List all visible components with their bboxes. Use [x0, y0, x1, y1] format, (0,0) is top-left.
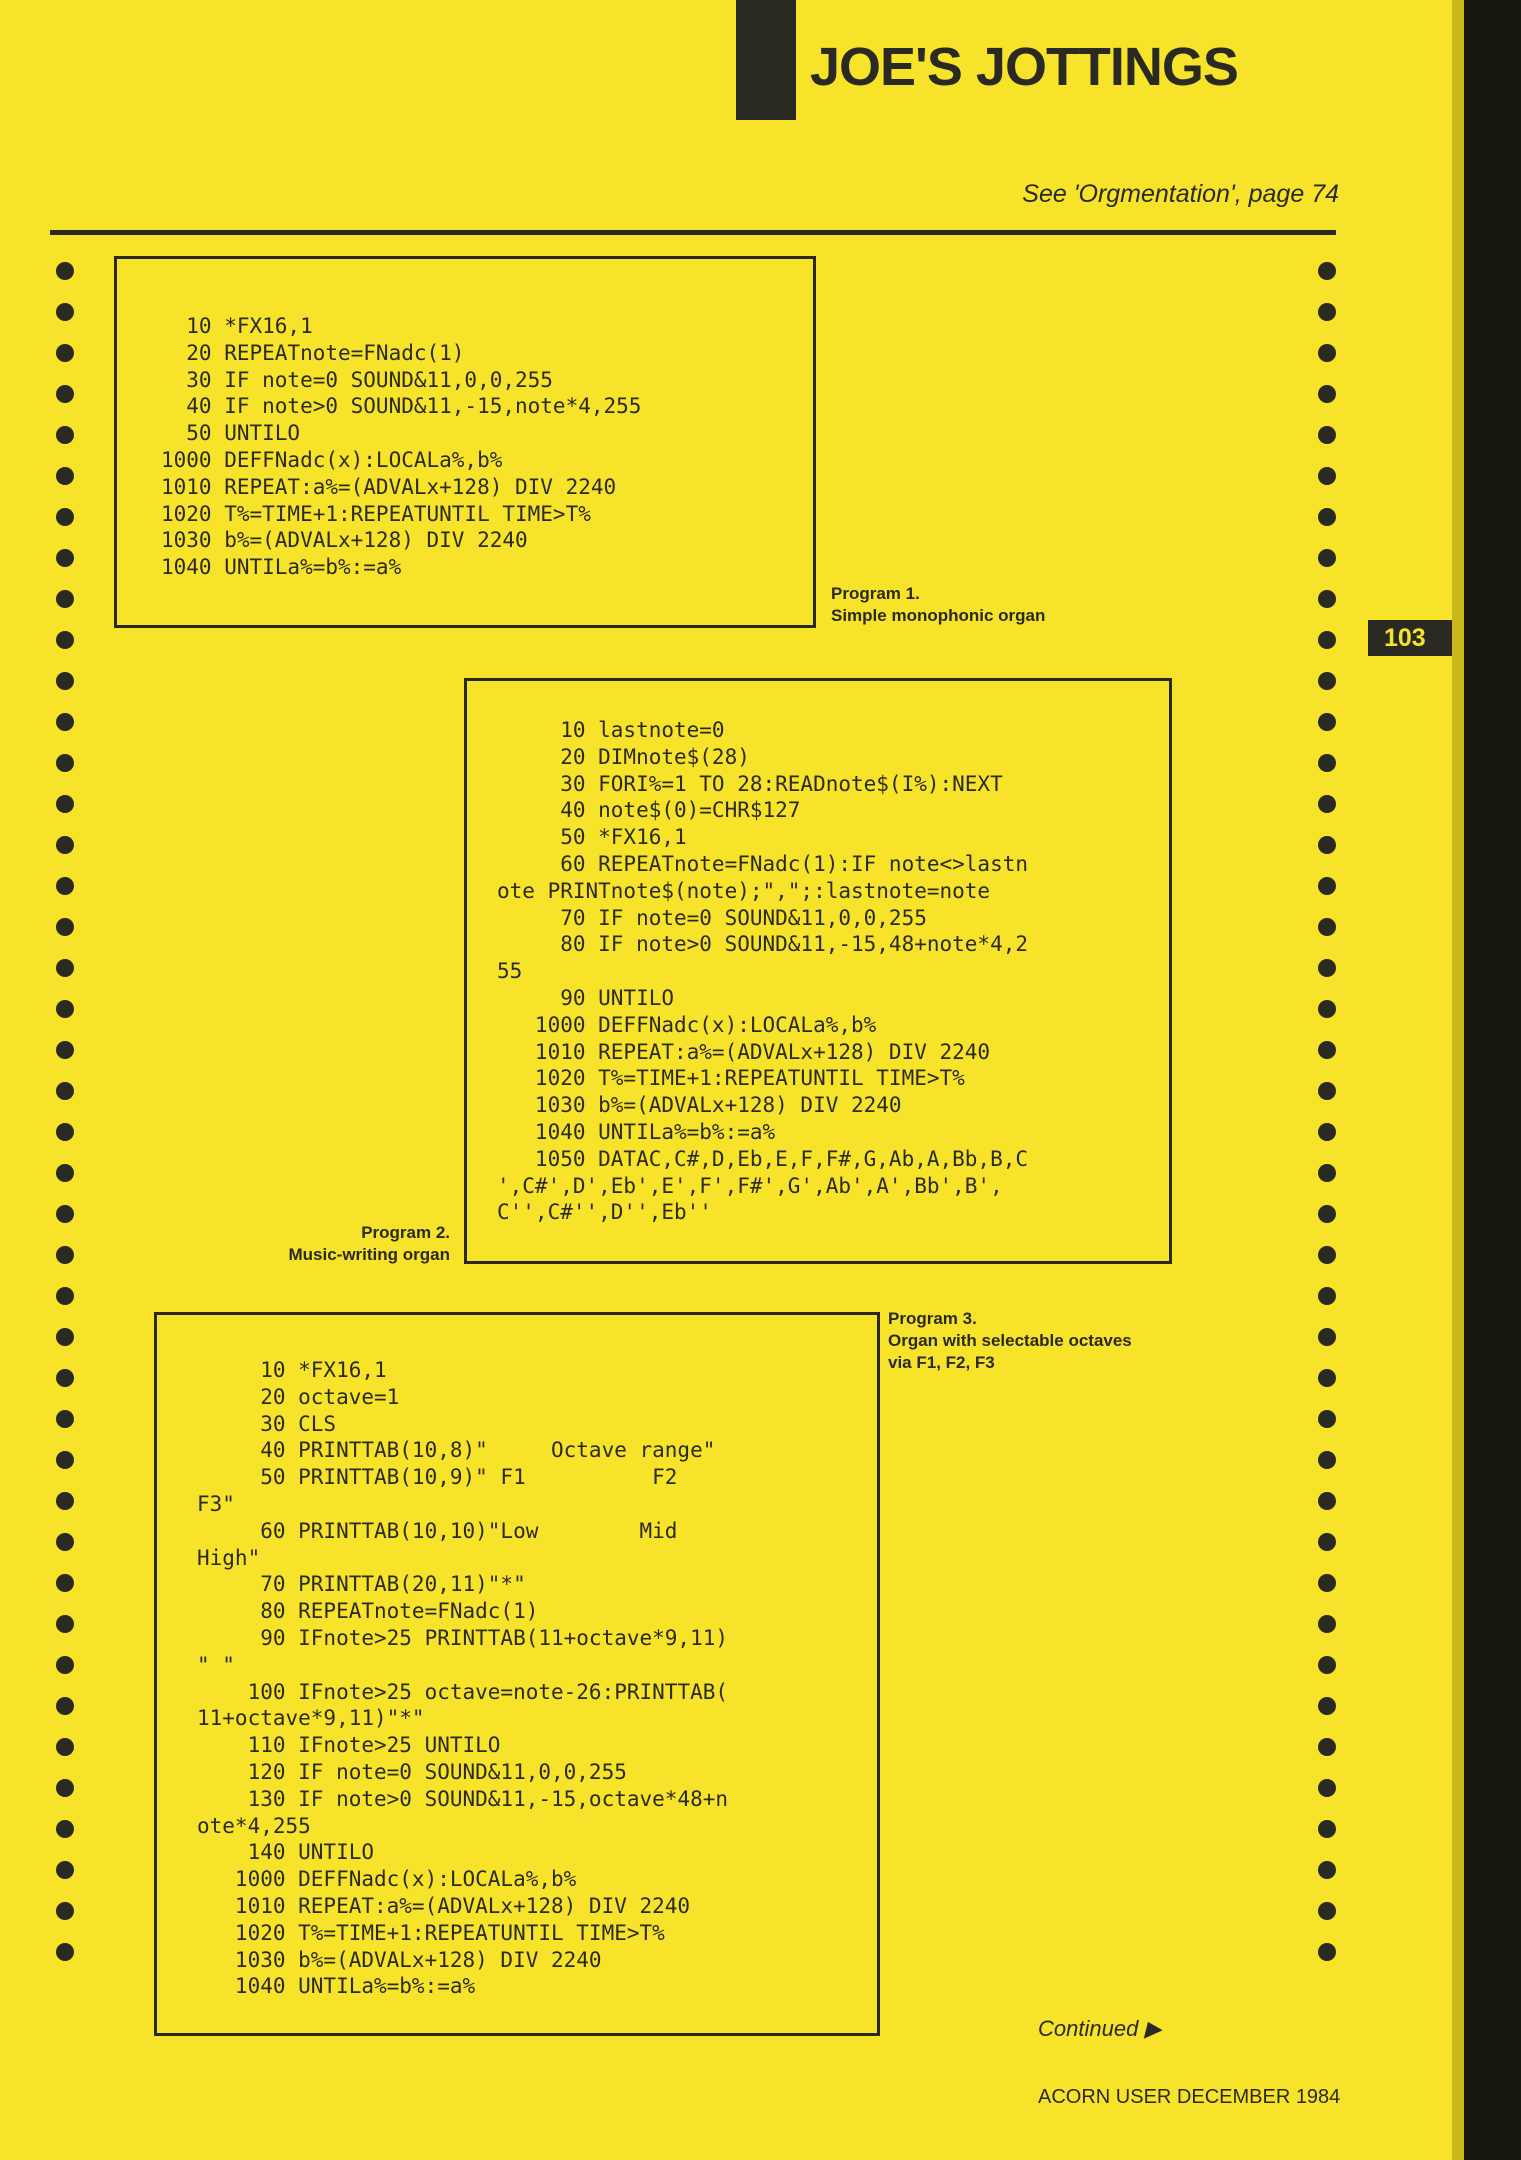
right-sprocket-holes	[1318, 262, 1336, 1984]
sprocket-hole	[56, 713, 74, 731]
sprocket-hole	[56, 672, 74, 690]
sprocket-hole	[56, 426, 74, 444]
code-line: 50 *FX16,1	[497, 825, 687, 850]
program-3-caption-text-2: via F1, F2, F3	[888, 1353, 995, 1372]
sprocket-hole	[56, 1738, 74, 1756]
sprocket-hole	[56, 1164, 74, 1182]
sprocket-hole	[1318, 1902, 1336, 1920]
code-line: ote*4,255	[197, 1813, 311, 1838]
sprocket-hole	[1318, 385, 1336, 403]
code-line: 80 REPEATnote=FNadc(1)	[197, 1599, 539, 1624]
code-line: 30 CLS	[197, 1411, 337, 1436]
code-line: 1020 T%=TIME+1:REPEATUNTIL TIME>T%	[497, 1066, 965, 1091]
program-3-caption-title: Program 3.	[888, 1309, 977, 1328]
code-line: 70 IF note=0 SOUND&11,0,0,255	[497, 905, 927, 930]
sprocket-hole	[1318, 631, 1336, 649]
code-line: 110 IFnote>25 UNTILO	[197, 1733, 501, 1758]
sprocket-hole	[56, 344, 74, 362]
sprocket-hole	[56, 1820, 74, 1838]
code-line: 1040 UNTILa%=b%:=a%	[161, 555, 402, 580]
sprocket-hole	[56, 1861, 74, 1879]
sprocket-hole	[1318, 1246, 1336, 1264]
sprocket-hole	[56, 877, 74, 895]
code-line: 10 lastnote=0	[497, 718, 725, 742]
sprocket-hole	[1318, 959, 1336, 977]
sprocket-hole	[56, 1615, 74, 1633]
code-line: 1030 b%=(ADVALx+128) DIV 2240	[197, 1947, 602, 1972]
code-line: 30 FORI%=1 TO 28:READnote$(I%):NEXT	[497, 771, 1003, 796]
code-line: 40 PRINTTAB(10,8)" Octave range"	[197, 1438, 716, 1463]
sprocket-hole	[1318, 590, 1336, 608]
sprocket-hole	[1318, 1615, 1336, 1633]
sprocket-hole	[1318, 1410, 1336, 1428]
code-line: ',C#',D',Eb',E',F',F#',G',Ab',A',Bb',B',	[497, 1173, 1003, 1198]
code-line: 20 octave=1	[197, 1384, 400, 1409]
code-line: 1040 UNTILa%=b%:=a%	[197, 1974, 476, 1999]
sprocket-hole	[56, 549, 74, 567]
sprocket-hole	[1318, 672, 1336, 690]
sprocket-hole	[56, 1656, 74, 1674]
code-line: 40 IF note>0 SOUND&11,-15,note*4,255	[161, 394, 642, 419]
sprocket-hole	[56, 1041, 74, 1059]
code-line: High"	[197, 1545, 261, 1570]
page-title: JOE'S JOTTINGS	[810, 37, 1238, 97]
code-line: 10 *FX16,1	[161, 314, 313, 338]
sprocket-hole	[56, 1943, 74, 1961]
sprocket-hole	[1318, 1205, 1336, 1223]
code-line: 50 UNTILO	[161, 421, 301, 446]
code-line: 30 IF note=0 SOUND&11,0,0,255	[161, 367, 553, 392]
code-line: 40 note$(0)=CHR$127	[497, 798, 801, 823]
sprocket-hole	[56, 303, 74, 321]
sprocket-hole	[56, 1205, 74, 1223]
sprocket-hole	[56, 631, 74, 649]
sprocket-hole	[1318, 1328, 1336, 1346]
sprocket-hole	[56, 795, 74, 813]
code-line: 1040 UNTILa%=b%:=a%	[497, 1119, 776, 1144]
sprocket-hole	[1318, 1533, 1336, 1551]
sprocket-hole	[1318, 549, 1336, 567]
program-2-code	[497, 717, 1028, 1226]
sprocket-hole	[1318, 508, 1336, 526]
sprocket-hole	[56, 1451, 74, 1469]
code-line: ote PRINTnote$(note);",";:lastnote=note	[497, 878, 991, 903]
sprocket-hole	[56, 590, 74, 608]
code-line: 60 REPEATnote=FNadc(1):IF note<>lastn	[497, 851, 1029, 876]
code-line: F3"	[197, 1491, 235, 1516]
code-line: 90 UNTILO	[497, 985, 675, 1010]
code-line: 11+octave*9,11)"*"	[197, 1706, 425, 1731]
code-line: 20 DIMnote$(28)	[497, 744, 750, 769]
program-1-caption-text: Simple monophonic organ	[831, 606, 1046, 625]
sprocket-hole	[1318, 1041, 1336, 1059]
code-line: 1050 DATAC,C#,D,Eb,E,F,F#,G,Ab,A,Bb,B,C	[497, 1146, 1029, 1171]
sprocket-hole	[56, 1082, 74, 1100]
sprocket-hole	[1318, 1000, 1336, 1018]
sprocket-hole	[1318, 877, 1336, 895]
sprocket-hole	[56, 467, 74, 485]
header-rule	[50, 230, 1336, 235]
code-line: 1030 b%=(ADVALx+128) DIV 2240	[497, 1093, 902, 1118]
sprocket-hole	[1318, 1369, 1336, 1387]
code-line: 140 UNTILO	[197, 1840, 375, 1865]
sprocket-hole	[56, 754, 74, 772]
program-2-caption-text: Music-writing organ	[288, 1245, 450, 1264]
sprocket-hole	[56, 836, 74, 854]
sprocket-hole	[1318, 1082, 1336, 1100]
code-line: 100 IFnote>25 octave=note-26:PRINTTAB(	[197, 1679, 729, 1704]
code-line: 1010 REPEAT:a%=(ADVALx+128) DIV 2240	[197, 1893, 691, 1918]
sprocket-hole	[1318, 262, 1336, 280]
code-line: 1000 DEFFNadc(x):LOCALa%,b%	[161, 447, 503, 472]
page-number-tab: 103	[1368, 620, 1452, 656]
program-1-caption-title: Program 1.	[831, 584, 920, 603]
sprocket-hole	[1318, 1738, 1336, 1756]
code-line: 90 IFnote>25 PRINTTAB(11+octave*9,11)	[197, 1625, 729, 1650]
sprocket-hole	[1318, 1697, 1336, 1715]
code-line: 1020 T%=TIME+1:REPEATUNTIL TIME>T%	[161, 501, 591, 526]
code-line: 20 REPEATnote=FNadc(1)	[161, 340, 465, 365]
code-line: 1020 T%=TIME+1:REPEATUNTIL TIME>T%	[197, 1920, 665, 1945]
sprocket-hole	[1318, 1820, 1336, 1838]
code-line: 50 PRINTTAB(10,9)" F1 F2	[197, 1465, 678, 1490]
sprocket-hole	[1318, 1779, 1336, 1797]
sprocket-hole	[56, 1779, 74, 1797]
sprocket-hole	[56, 1123, 74, 1141]
program-1-code	[161, 313, 641, 581]
code-line: 1030 b%=(ADVALx+128) DIV 2240	[161, 528, 528, 553]
sprocket-hole	[56, 1287, 74, 1305]
sprocket-hole	[1318, 1451, 1336, 1469]
sprocket-hole	[1318, 1656, 1336, 1674]
sprocket-hole	[1318, 754, 1336, 772]
left-sprocket-holes	[56, 262, 74, 1984]
sprocket-hole	[1318, 713, 1336, 731]
code-line: 1010 REPEAT:a%=(ADVALx+128) DIV 2240	[497, 1039, 991, 1064]
sprocket-hole	[56, 959, 74, 977]
sprocket-hole	[56, 385, 74, 403]
sprocket-hole	[1318, 426, 1336, 444]
program-3-listing-box	[154, 1312, 880, 2036]
sprocket-hole	[1318, 1492, 1336, 1510]
program-1-listing-box	[114, 256, 816, 628]
code-line: 1000 DEFFNadc(x):LOCALa%,b%	[497, 1012, 877, 1037]
program-3-caption	[888, 1308, 1132, 1374]
sprocket-hole	[56, 1902, 74, 1920]
sprocket-hole	[1318, 1164, 1336, 1182]
sprocket-hole	[56, 1410, 74, 1428]
code-line: 1000 DEFFNadc(x):LOCALa%,b%	[197, 1867, 577, 1892]
code-line: 130 IF note>0 SOUND&11,-15,octave*48+n	[197, 1786, 729, 1811]
sprocket-hole	[1318, 1287, 1336, 1305]
sprocket-hole	[56, 1533, 74, 1551]
code-line: 120 IF note=0 SOUND&11,0,0,255	[197, 1759, 627, 1784]
sprocket-hole	[1318, 467, 1336, 485]
program-2-listing-box	[464, 678, 1172, 1264]
code-line: 80 IF note>0 SOUND&11,-15,48+note*4,2	[497, 932, 1029, 957]
sprocket-hole	[56, 1574, 74, 1592]
sprocket-hole	[1318, 344, 1336, 362]
code-line: 70 PRINTTAB(20,11)"*"	[197, 1572, 526, 1597]
code-line: " "	[197, 1652, 235, 1677]
sprocket-hole	[56, 508, 74, 526]
sprocket-hole	[1318, 795, 1336, 813]
program-2-caption-title: Program 2.	[361, 1223, 450, 1242]
code-line: 55	[497, 959, 523, 984]
sprocket-hole	[56, 1369, 74, 1387]
code-line: 10 *FX16,1	[197, 1358, 387, 1382]
sprocket-hole	[1318, 836, 1336, 854]
sprocket-hole	[1318, 1943, 1336, 1961]
program-1-caption	[831, 583, 1045, 627]
sprocket-hole	[1318, 1123, 1336, 1141]
sprocket-hole	[1318, 1574, 1336, 1592]
sprocket-hole	[56, 1328, 74, 1346]
sprocket-hole	[1318, 918, 1336, 936]
page-footer: ACORN USER DECEMBER 1984	[1038, 2086, 1341, 2108]
cross-reference: See 'Orgmentation', page 74	[1022, 180, 1339, 208]
sprocket-hole	[1318, 303, 1336, 321]
sprocket-hole	[1318, 1861, 1336, 1879]
sprocket-hole	[56, 1246, 74, 1264]
sprocket-hole	[56, 918, 74, 936]
code-line: C'',C#'',D'',Eb''	[497, 1200, 712, 1225]
code-line: 1010 REPEAT:a%=(ADVALx+128) DIV 2240	[161, 474, 617, 499]
program-3-code	[197, 1357, 728, 2000]
continued-link[interactable]: Continued ▶	[1038, 2016, 1162, 2041]
sprocket-hole	[56, 262, 74, 280]
header-bar	[736, 0, 796, 120]
sprocket-hole	[56, 1492, 74, 1510]
sprocket-hole	[56, 1697, 74, 1715]
sprocket-hole	[56, 1000, 74, 1018]
program-3-caption-text-1: Organ with selectable octaves	[888, 1331, 1132, 1350]
program-2-caption	[200, 1222, 450, 1266]
page-spine-edge	[1452, 0, 1464, 2160]
code-line: 60 PRINTTAB(10,10)"Low Mid	[197, 1518, 678, 1543]
